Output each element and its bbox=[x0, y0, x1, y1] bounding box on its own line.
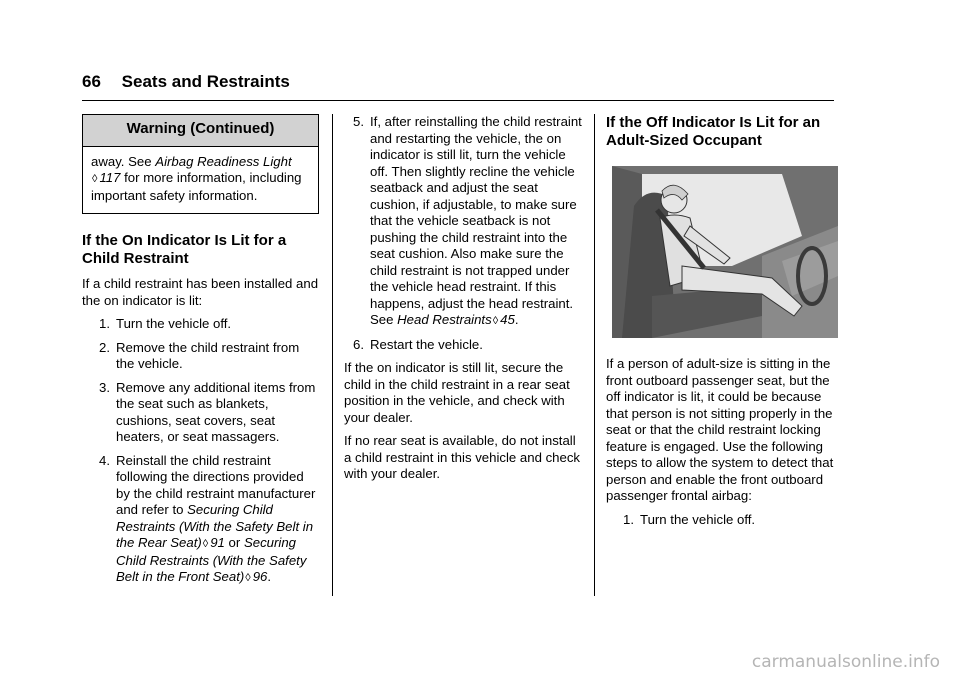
airbag-readiness-link[interactable]: Airbag Readiness Light bbox=[155, 153, 292, 169]
securing-rear-link[interactable]: Securing Child Restraints (With the Safety Belt in the Rear Seat) bbox=[116, 502, 314, 550]
paragraph: If a person of adult-size is sitting in the front outboard passenger seat, but the off indicator is lit, it could be because that person is not sitting properly in the seat or that the child restraint locking feature is engaged. Use the following steps to allow the system to detect that person and enable the front outboard passenger frontal airbag: bbox=[606, 356, 834, 503]
paragraph: If no rear seat is available, do not install a child restraint in this vehicle and check with your dealer. bbox=[344, 433, 581, 481]
head-restraints-link[interactable]: Head Restraints bbox=[397, 312, 492, 327]
column-3 bbox=[606, 114, 838, 535]
occupant-image bbox=[612, 166, 838, 338]
paragraph: If the on indicator is still lit, secure the child in the child restraint in a rear seat position in the vehicle, and check with your dealer. bbox=[344, 360, 570, 425]
steps-list bbox=[82, 316, 319, 587]
warning-body bbox=[83, 147, 318, 214]
watermark: carmanualsonline.info bbox=[751, 652, 940, 672]
warning-box bbox=[82, 114, 319, 214]
page-ref-arrow-icon: ◊ bbox=[92, 173, 98, 185]
section-title: Seats and Restraints bbox=[121, 72, 290, 91]
warning-title: Warning (Continued) bbox=[83, 115, 318, 147]
steps-list-continued bbox=[344, 114, 582, 353]
list-item: 5. If, after reinstalling the child restraint and restarting the vehicle, the on indicator is still lit, turn the vehicle off. Then slightly recline the vehicle seatback and adjust the seat cushion, if adjustable, to make sure that the vehicle seatback is not pushing the child restraint into the seat cushion. Also make sure the child restraint is not trapped under the vehicle head restraint. If this happens, adjust the head restraint. See Head Restraints◊ 45. bbox=[353, 114, 582, 327]
paragraph: If a child restraint has been installed and the on indicator is lit: bbox=[82, 276, 319, 308]
section-heading: If the Off Indicator Is Lit for an Adult-Sized Occupant bbox=[606, 114, 821, 149]
page-ref-arrow-icon: ◊ bbox=[492, 315, 499, 327]
column-2 bbox=[344, 114, 582, 490]
column-divider-1 bbox=[332, 114, 333, 596]
adult-occupant-illustration bbox=[612, 166, 838, 338]
warning-text: away. See bbox=[91, 153, 152, 169]
header-rule bbox=[82, 100, 834, 101]
list-item: 2. Remove the child restraint from the vehicle. bbox=[99, 339, 300, 371]
page-ref[interactable]: 45 bbox=[500, 312, 515, 327]
list-item: 6. Restart the vehicle. bbox=[353, 336, 483, 352]
column-divider-2 bbox=[594, 114, 595, 596]
page-ref[interactable]: 91 bbox=[210, 535, 225, 550]
section-heading: If the On Indicator Is Lit for a Child Restraint bbox=[82, 232, 287, 267]
list-item: 1. Turn the vehicle off. bbox=[623, 511, 756, 527]
page-ref[interactable]: 117 bbox=[99, 170, 121, 185]
warning-text: for more information, including important safety information. bbox=[91, 170, 302, 203]
list-item: 4. Reinstall the child restraint following the directions provided by the child restraint manufacturer and refer to Securing Child Restraints (With the Safety Belt in the Rear Seat)◊ 91 or Securing Child Restraints (With the Safety Belt in the Front Seat)◊ 96. bbox=[99, 452, 316, 584]
list-item: 1. Turn the vehicle off. bbox=[99, 316, 232, 331]
list-item: 3. Remove any additional items from the seat such as blankets, cushions, seat covers, seat heaters, or seat massagers. bbox=[99, 379, 316, 444]
page-number: 66 bbox=[82, 72, 101, 91]
page-ref-arrow-icon: ◊ bbox=[202, 538, 209, 550]
steps-list bbox=[606, 512, 838, 529]
page-header bbox=[82, 72, 290, 92]
page-ref[interactable]: 96 bbox=[252, 569, 268, 584]
securing-front-link[interactable]: Securing Child Restraints (With the Safety Belt in the Front Seat) bbox=[116, 535, 307, 584]
column-1 bbox=[82, 114, 319, 594]
page-ref-arrow-icon: ◊ bbox=[245, 572, 251, 584]
